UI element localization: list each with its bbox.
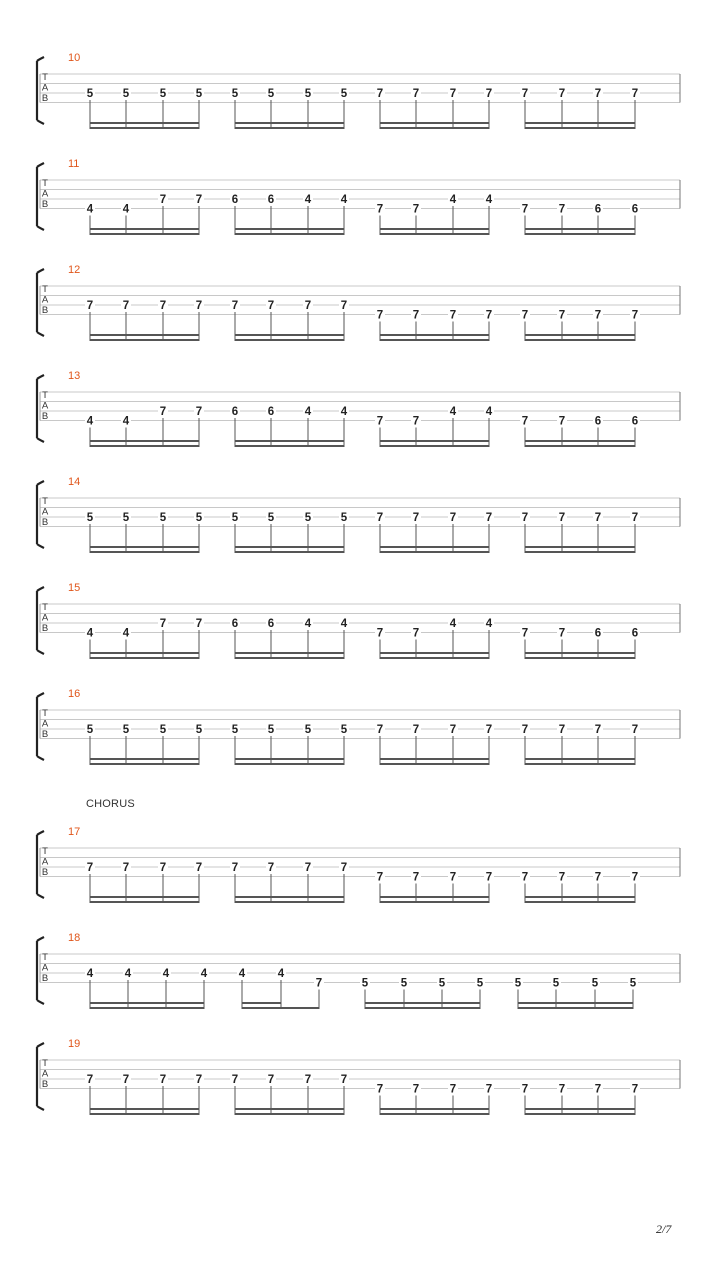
- fret-number: 7: [558, 1083, 566, 1096]
- tab-clef-letter: A: [41, 1068, 49, 1080]
- fret-number: 7: [521, 415, 529, 428]
- beam-line: [380, 657, 489, 659]
- fret-number: 7: [449, 1083, 457, 1096]
- fret-number: 7: [159, 406, 167, 418]
- tab-clef-letter: A: [41, 612, 49, 624]
- fret-number: 7: [86, 862, 94, 874]
- fret-number: 7: [412, 724, 420, 736]
- beam-line: [525, 657, 635, 659]
- fret-number: 7: [485, 88, 493, 100]
- fret-number: 7: [159, 618, 167, 630]
- fret-number: 7: [412, 415, 420, 428]
- tab-clef-letter: B: [41, 867, 49, 878]
- beam-line: [90, 1113, 199, 1115]
- beam-line: [380, 334, 489, 336]
- tab-clef-letter: A: [41, 718, 49, 730]
- fret-number: 7: [86, 300, 94, 312]
- beam-line: [525, 127, 635, 129]
- fret-number: 6: [631, 627, 639, 640]
- tab-clef-letter: T: [42, 178, 48, 189]
- tab-clef-letter: A: [41, 82, 49, 94]
- beam-line: [525, 1108, 635, 1110]
- beam-line: [380, 445, 489, 447]
- fret-number: 5: [195, 724, 203, 736]
- fret-number: 5: [122, 724, 130, 736]
- fret-number: 7: [231, 300, 239, 312]
- fret-number: 7: [594, 871, 602, 884]
- tab-clef-letter: B: [41, 305, 49, 316]
- beam-line: [525, 901, 635, 903]
- fret-number: 7: [485, 512, 493, 524]
- fret-number: 7: [376, 724, 384, 736]
- fret-number: 7: [267, 300, 275, 312]
- tab-clef-letter: B: [41, 973, 49, 984]
- fret-number: 7: [485, 309, 493, 322]
- fret-number: 7: [304, 1074, 312, 1086]
- fret-number: 7: [449, 512, 457, 524]
- fret-number: 4: [86, 968, 94, 980]
- tab-system: [37, 932, 680, 1009]
- fret-number: 7: [376, 88, 384, 100]
- page-number: 2/7: [656, 1222, 672, 1236]
- beam-line: [242, 1007, 319, 1009]
- beam-line: [90, 440, 199, 442]
- fret-number: 6: [231, 406, 239, 418]
- fret-number: 5: [159, 512, 167, 524]
- fret-number: 4: [485, 618, 493, 630]
- fret-number: 6: [631, 203, 639, 216]
- beam-line: [90, 334, 199, 336]
- beam-line: [525, 896, 635, 898]
- fret-number: 5: [304, 88, 312, 100]
- fret-number: 7: [521, 627, 529, 640]
- fret-number: 7: [412, 871, 420, 884]
- beam-line: [380, 652, 489, 654]
- measure-number: 13: [68, 370, 81, 382]
- beam-line: [235, 551, 344, 553]
- tab-clef-letter: A: [41, 856, 49, 868]
- beam-line: [90, 1007, 204, 1009]
- fret-number: 6: [594, 415, 602, 428]
- beam-line: [90, 546, 199, 548]
- section-label-chorus: CHORUS: [86, 798, 135, 810]
- beam-line: [380, 233, 489, 235]
- beam-line: [235, 1113, 344, 1115]
- fret-number: 5: [86, 88, 94, 100]
- tab-clef-letter: A: [41, 506, 49, 518]
- fret-number: 4: [122, 415, 130, 428]
- fret-number: 6: [594, 203, 602, 216]
- fret-number: 6: [594, 627, 602, 640]
- fret-number: 6: [231, 194, 239, 206]
- fret-number: 7: [631, 1083, 639, 1096]
- fret-number: 7: [376, 1083, 384, 1096]
- beam-line: [525, 440, 635, 442]
- fret-number: 5: [304, 724, 312, 736]
- fret-number: 5: [195, 88, 203, 100]
- fret-number: 5: [231, 512, 239, 524]
- fret-number: 7: [195, 618, 203, 630]
- fret-number: 7: [631, 309, 639, 322]
- fret-number: 5: [591, 977, 599, 990]
- fret-number: 4: [449, 618, 457, 630]
- fret-number: 7: [340, 1074, 348, 1086]
- tab-clef-letter: B: [41, 517, 49, 528]
- tab-system: [37, 1038, 680, 1115]
- beam-line: [235, 127, 344, 129]
- fret-number: 4: [485, 194, 493, 206]
- fret-number: 7: [122, 1074, 130, 1086]
- tab-clef-letter: B: [41, 729, 49, 740]
- beam-line: [90, 657, 199, 659]
- fret-number: 5: [86, 512, 94, 524]
- fret-number: 4: [86, 415, 94, 428]
- fret-number: 7: [159, 194, 167, 206]
- beam-line: [235, 440, 344, 442]
- tab-clef-letter: B: [41, 93, 49, 104]
- beam-line: [90, 127, 199, 129]
- beam-line: [518, 1007, 633, 1009]
- measure-number: 19: [68, 1038, 81, 1050]
- beam-line: [90, 445, 199, 447]
- tab-clef-letter: T: [42, 708, 48, 719]
- beam-line: [90, 339, 199, 341]
- fret-number: 5: [122, 88, 130, 100]
- measure-number: 10: [68, 52, 81, 64]
- beam-line: [525, 334, 635, 336]
- fret-number: 4: [124, 968, 132, 980]
- beam-line: [525, 233, 635, 235]
- fret-number: 7: [86, 1074, 94, 1086]
- tab-clef-letter: A: [41, 400, 49, 412]
- fret-number: 7: [304, 300, 312, 312]
- tab-system: [37, 370, 680, 447]
- measure-number: 11: [68, 158, 80, 170]
- fret-number: 5: [267, 512, 275, 524]
- beam-line: [380, 758, 489, 760]
- fret-number: 7: [195, 194, 203, 206]
- fret-number: 7: [231, 1074, 239, 1086]
- fret-number: 5: [231, 724, 239, 736]
- fret-number: 7: [558, 627, 566, 640]
- fret-number: 7: [412, 203, 420, 216]
- beam-line: [380, 763, 489, 765]
- beam-line: [235, 758, 344, 760]
- fret-number: 4: [304, 406, 312, 418]
- fret-number: 4: [162, 968, 170, 980]
- beam-line: [235, 652, 344, 654]
- beam-line: [525, 1113, 635, 1115]
- beam-line: [518, 1002, 633, 1004]
- fret-number: 7: [631, 88, 639, 100]
- beam-line: [525, 546, 635, 548]
- fret-number: 7: [412, 88, 420, 100]
- fret-number: 5: [340, 724, 348, 736]
- fret-number: 4: [200, 968, 208, 980]
- fret-number: 7: [449, 724, 457, 736]
- fret-number: 7: [521, 88, 529, 100]
- measure-number: 18: [68, 932, 81, 944]
- fret-number: 7: [631, 871, 639, 884]
- fret-number: 7: [159, 300, 167, 312]
- beam-line: [380, 1113, 489, 1115]
- fret-number: 7: [122, 300, 130, 312]
- fret-number: 7: [594, 88, 602, 100]
- beam-line: [235, 445, 344, 447]
- fret-number: 7: [376, 871, 384, 884]
- fret-number: 7: [412, 1083, 420, 1096]
- tab-clef-letter: T: [42, 496, 48, 507]
- beam-line: [380, 901, 489, 903]
- tab-clef-letter: T: [42, 952, 48, 963]
- fret-number: 7: [340, 300, 348, 312]
- fret-number: 5: [476, 977, 484, 990]
- fret-number: 7: [159, 862, 167, 874]
- fret-number: 7: [304, 862, 312, 874]
- fret-number: 7: [594, 309, 602, 322]
- fret-number: 7: [340, 862, 348, 874]
- fret-number: 7: [376, 415, 384, 428]
- beam-line: [235, 763, 344, 765]
- beam-line: [365, 1002, 480, 1004]
- beam-line: [365, 1007, 480, 1009]
- fret-number: 7: [558, 88, 566, 100]
- fret-number: 7: [412, 512, 420, 524]
- beam-line: [235, 233, 344, 235]
- fret-number: 5: [159, 724, 167, 736]
- fret-number: 4: [340, 406, 348, 418]
- fret-number: 7: [376, 309, 384, 322]
- beam-line: [380, 551, 489, 553]
- fret-number: 7: [122, 862, 130, 874]
- fret-number: 7: [594, 512, 602, 524]
- fret-number: 4: [304, 194, 312, 206]
- fret-number: 7: [521, 203, 529, 216]
- fret-number: 5: [629, 977, 637, 990]
- tab-system: [37, 264, 680, 341]
- fret-number: 7: [521, 724, 529, 736]
- fret-number: 5: [122, 512, 130, 524]
- tab-system: [37, 826, 680, 903]
- beam-line: [90, 1108, 199, 1110]
- beam-line: [235, 546, 344, 548]
- fret-number: 7: [376, 512, 384, 524]
- fret-number: 5: [361, 977, 369, 990]
- beam-line: [525, 758, 635, 760]
- beam-line: [380, 440, 489, 442]
- beam-line: [380, 896, 489, 898]
- fret-number: 7: [558, 871, 566, 884]
- fret-number: 7: [558, 309, 566, 322]
- fret-number: 7: [449, 88, 457, 100]
- tab-system: [37, 476, 680, 553]
- fret-number: 7: [521, 1083, 529, 1096]
- fret-number: 7: [195, 406, 203, 418]
- fret-number: 7: [412, 627, 420, 640]
- measure-number: 17: [68, 826, 81, 838]
- fret-number: 7: [195, 300, 203, 312]
- fret-number: 5: [195, 512, 203, 524]
- beam-line: [90, 652, 199, 654]
- measure-number: 14: [68, 476, 81, 488]
- beam-line: [525, 652, 635, 654]
- beam-line: [380, 546, 489, 548]
- fret-number: 5: [304, 512, 312, 524]
- beam-line: [90, 1002, 204, 1004]
- fret-number: 6: [231, 618, 239, 630]
- fret-number: 7: [449, 871, 457, 884]
- measure-number: 12: [68, 264, 81, 276]
- fret-number: 4: [485, 406, 493, 418]
- fret-number: 7: [631, 512, 639, 524]
- beam-line: [235, 896, 344, 898]
- fret-number: 4: [86, 627, 94, 640]
- beam-line: [242, 1002, 281, 1004]
- beam-line: [235, 122, 344, 124]
- fret-number: 6: [267, 406, 275, 418]
- fret-number: 5: [267, 88, 275, 100]
- tab-clef-letter: A: [41, 294, 49, 306]
- beam-line: [90, 551, 199, 553]
- fret-number: 7: [521, 309, 529, 322]
- fret-number: 7: [558, 415, 566, 428]
- fret-number: 5: [400, 977, 408, 990]
- fret-number: 7: [485, 1083, 493, 1096]
- tab-clef-letter: T: [42, 284, 48, 295]
- fret-number: 7: [412, 309, 420, 322]
- fret-number: 4: [238, 968, 246, 980]
- beam-line: [525, 228, 635, 230]
- beam-line: [525, 339, 635, 341]
- beam-line: [380, 122, 489, 124]
- beam-line: [90, 896, 199, 898]
- beam-line: [235, 1108, 344, 1110]
- tab-system: [37, 582, 680, 659]
- fret-number: 5: [340, 512, 348, 524]
- tab-clef-letter: A: [41, 188, 49, 200]
- fret-number: 7: [449, 309, 457, 322]
- tab-clef-letter: B: [41, 1079, 49, 1090]
- beam-line: [235, 334, 344, 336]
- tab-clef-letter: T: [42, 390, 48, 401]
- tab-clef-letter: A: [41, 962, 49, 974]
- fret-number: 4: [304, 618, 312, 630]
- beam-line: [380, 339, 489, 341]
- fret-number: 7: [376, 203, 384, 216]
- fret-number: 6: [631, 415, 639, 428]
- fret-number: 4: [86, 203, 94, 216]
- fret-number: 7: [558, 512, 566, 524]
- tab-clef-letter: T: [42, 846, 48, 857]
- beam-line: [525, 445, 635, 447]
- fret-number: 7: [594, 724, 602, 736]
- measure-number: 16: [68, 688, 81, 700]
- fret-number: 7: [267, 1074, 275, 1086]
- tab-system: [37, 688, 680, 765]
- beam-line: [235, 901, 344, 903]
- fret-number: 7: [231, 862, 239, 874]
- fret-number: 7: [195, 862, 203, 874]
- beam-line: [525, 122, 635, 124]
- fret-number: 5: [340, 88, 348, 100]
- tab-clef-letter: B: [41, 199, 49, 210]
- fret-number: 7: [195, 1074, 203, 1086]
- fret-number: 7: [594, 1083, 602, 1096]
- fret-number: 7: [376, 627, 384, 640]
- fret-number: 6: [267, 618, 275, 630]
- tab-system: [37, 52, 680, 129]
- beam-line: [380, 1108, 489, 1110]
- beam-line: [90, 758, 199, 760]
- fret-number: 7: [267, 862, 275, 874]
- fret-number: 5: [438, 977, 446, 990]
- measure-number: 15: [68, 582, 81, 594]
- fret-number: 6: [267, 194, 275, 206]
- tab-system: [37, 158, 680, 235]
- fret-number: 4: [340, 618, 348, 630]
- tab-clef-letter: T: [42, 1058, 48, 1069]
- fret-number: 7: [558, 724, 566, 736]
- beam-line: [525, 763, 635, 765]
- fret-number: 5: [159, 88, 167, 100]
- tab-clef-letter: T: [42, 602, 48, 613]
- fret-number: 4: [122, 627, 130, 640]
- fret-number: 7: [159, 1074, 167, 1086]
- fret-number: 4: [449, 194, 457, 206]
- fret-number: 4: [340, 194, 348, 206]
- fret-number: 7: [521, 512, 529, 524]
- fret-number: 4: [449, 406, 457, 418]
- beam-line: [380, 127, 489, 129]
- tab-clef-letter: B: [41, 411, 49, 422]
- fret-number: 7: [485, 724, 493, 736]
- fret-number: 7: [315, 977, 323, 990]
- beam-line: [90, 122, 199, 124]
- beam-line: [90, 901, 199, 903]
- fret-number: 5: [86, 724, 94, 736]
- fret-number: 5: [231, 88, 239, 100]
- beam-line: [525, 551, 635, 553]
- fret-number: 7: [521, 871, 529, 884]
- beam-line: [90, 228, 199, 230]
- fret-number: 5: [552, 977, 560, 990]
- tab-clef-letter: T: [42, 72, 48, 83]
- fret-number: 4: [122, 203, 130, 216]
- beam-line: [90, 233, 199, 235]
- fret-number: 4: [277, 968, 285, 980]
- tab-clef-letter: B: [41, 623, 49, 634]
- beam-line: [380, 228, 489, 230]
- fret-number: 5: [267, 724, 275, 736]
- beam-line: [90, 763, 199, 765]
- beam-line: [235, 228, 344, 230]
- fret-number: 7: [631, 724, 639, 736]
- fret-number: 7: [558, 203, 566, 216]
- beam-line: [235, 657, 344, 659]
- fret-number: 7: [485, 871, 493, 884]
- beam-line: [235, 339, 344, 341]
- fret-number: 5: [514, 977, 522, 990]
